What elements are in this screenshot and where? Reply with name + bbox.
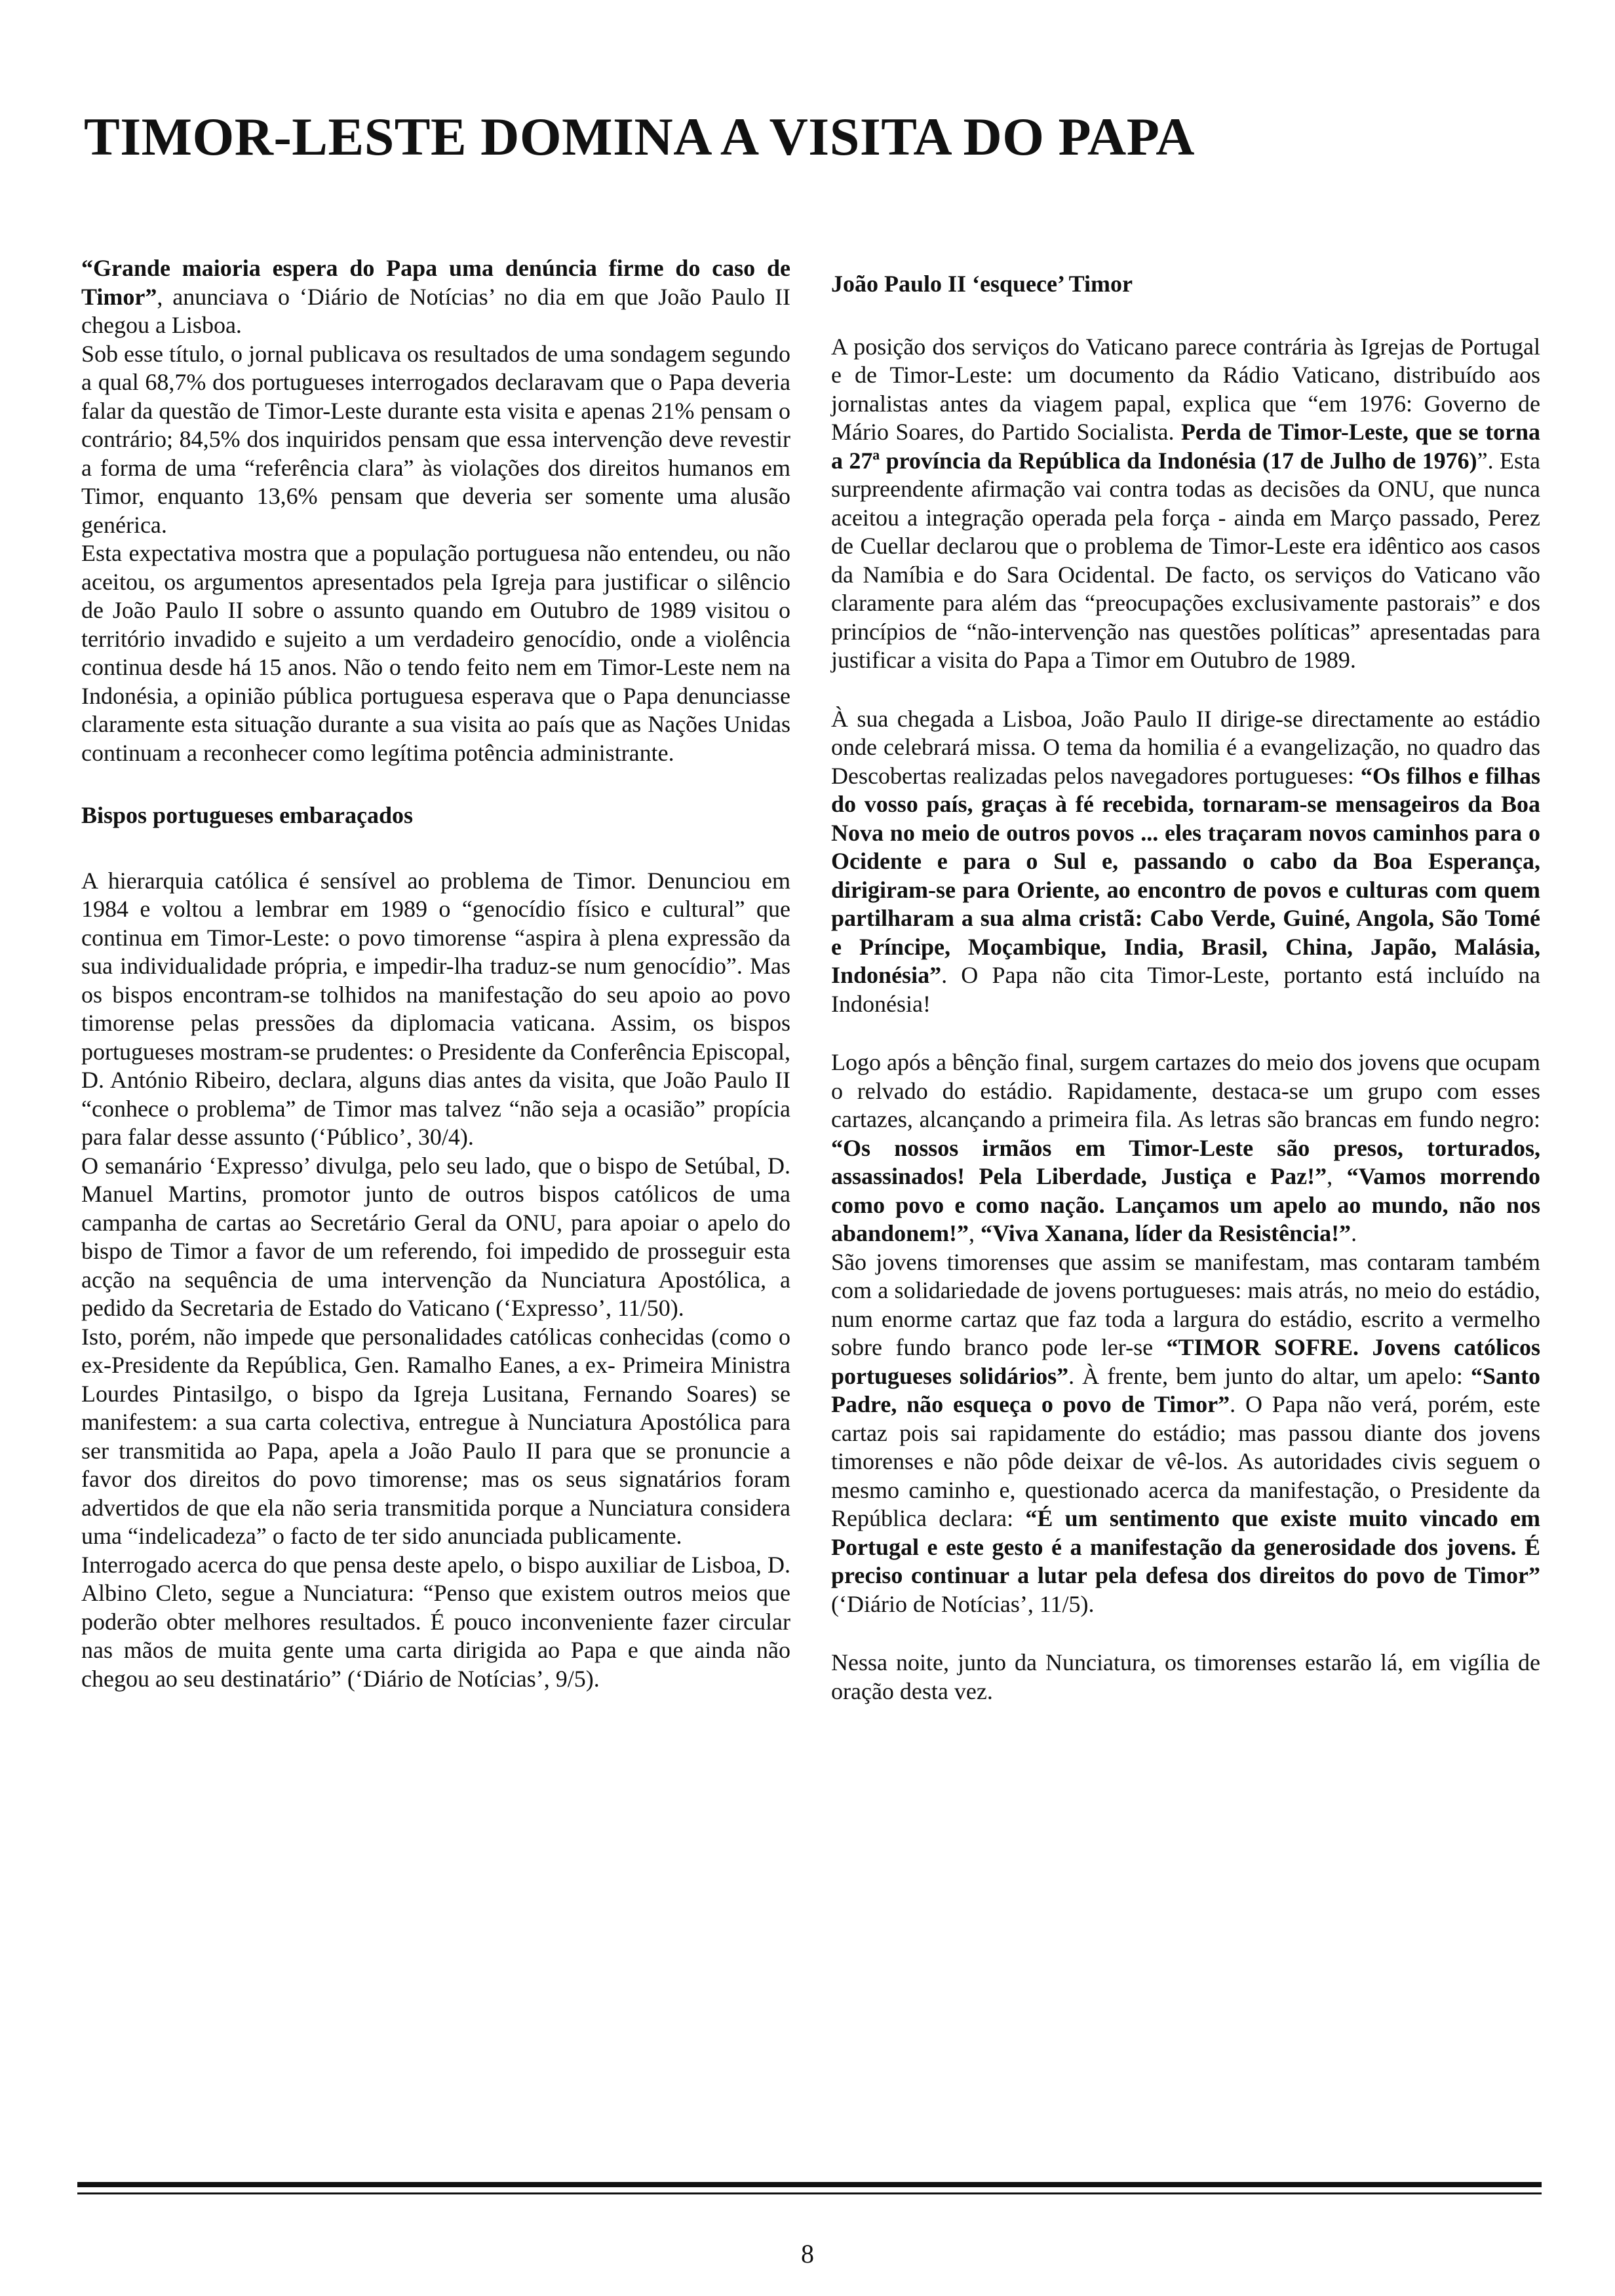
vatican-quote: Perda de Timor-Leste, que se torna a 27ª província da República da Indonésia (17 de Julho de 1976) (831, 419, 1541, 474)
homily-text-b: . O Papa não cita Timor-Leste, portanto está incluído na Indonésia! (831, 962, 1540, 1017)
president-quote: “É um sentimento que existe muito vincado em Portugal e este gesto é a manifestação da generosidade dos jovens. É preciso continuar a lutar pela defesa dos direitos do povo de Timor” (831, 1505, 1540, 1588)
subheading-joao-paulo: João Paulo II ‘esquece’ Timor (831, 271, 1133, 297)
solidarity-text-a: São jovens timorenses que assim se manifestam, mas contaram também com a solidariedade de jovens portugueses: mais atrás, no meio do estádio, num enorme cartaz que faz toda a largura do estádio, escrito a vermelho sobre fundo branco pode ler-se (831, 1248, 1540, 1360)
expectation-paragraph: Esta expectativa mostra que a população portuguesa não entendeu, ou não aceitou, os argumentos apresentados pela Igreja para justificar o silêncio de João Paulo II sobre o assunto quando em Outubro de 1989 visitou o território invadido e sujeito a um verdadeiro genocídio, onde a violência continua desde há 15 anos. Não o tendo feito nem em Timor-Leste nem na Indonésia, a opinião pública portuguesa esperava que o Papa denunciasse claramente esta situação durante a sua visita ao país que as Nações Unidas continuam a reconhecer como legítima potência administrante. (81, 540, 790, 766)
vatican-text-a: A posição dos serviços do Vaticano parece contrária às Igrejas de Portugal e de Timor-Leste: um documento da Rádio Vaticano, distribuído aos jornalistas antes da viagem papal, explica que “em 1976: Governo de Mário Soares, do Partido Socialista. (831, 333, 1540, 445)
banner-quote-3: “Viva Xanana, líder da Resistência!” (981, 1220, 1352, 1246)
vatican-text-b: ”. Esta surpreendente afirmação vai contra todas as decisões da ONU, que nunca aceitou a integração operada pela força - ainda em Março passado, Perez de Cuellar declarou que o problema de Timor-Leste era idêntico aos casos da Namíbia e do Sara Ocidental. De facto, os serviços do Vaticano vão claramente para além das “preocupações exclusivamente pastorais” e dos princípios de “não-intervenção nas questões políticas” apresentadas para justificar a visita do Papa a Timor em Outubro de 1989. (831, 447, 1540, 673)
solidarity-paragraph (831, 1248, 1540, 1619)
solidarity-quote-2: “Santo Padre, não esqueça o povo de Timor” (831, 1362, 1540, 1417)
survey-paragraph: Sob esse título, o jornal publicava os resultados de uma sondagem segundo a qual 68,7% dos portugueses interrogados declaravam que o Papa deveria falar da questão de Timor-Leste durante esta visita e apenas 21% pensam o contrário; 84,5% dos inquiridos pensam que essa intervenção deve revestir a forma de uma “referência clara” às violações dos direitos humanos em Timor, enquanto 13,6% pensam que deveria ser somente uma alusão genérica. (81, 340, 790, 538)
intro-paragraph (81, 254, 790, 340)
page-number: 8 (801, 2239, 814, 2268)
solidarity-quote-1: “TIMOR SOFRE. Jovens católicos portugueses solidários” (831, 1334, 1540, 1389)
footer-rule-thin (77, 2192, 1542, 2194)
bishop-cleto-paragraph: Interrogado acerca do que pensa deste apelo, o bispo auxiliar de Lisboa, D. Albino Cleto, segue a Nunciatura: “Penso que existem outros meios que poderão obter melhores resultados. É pouco inconveniente fazer circular nas mãos de muita gente uma carta dirigida ao Papa e que ainda não chegou ao seu destinatário” (‘Diário de Notícias’, 9/5). (81, 1551, 790, 1692)
homily-quote: “Os filhos e filhas do vosso país, graças à fé recebida, tornaram-se mensageiros da Boa Nova no meio de outros povos ... eles traçaram novos caminhos para o Ocidente e para o Sul e, passando o cabo da Boa Esperança, dirigiram-se para Oriente, ao encontro de povos e culturas com quem partilharam a sua alma cristã: Cabo Verde, Guiné, Angola, São Tomé e Príncipe, Moçambique, India, Brasil, China, Japão, Malásia, Indonésia” (831, 762, 1540, 988)
solidarity-text-b: . À frente, bem junto do altar, um apelo: (1068, 1362, 1471, 1389)
banner-quote-1: “Os nossos irmãos em Timor-Leste são presos, torturados, assassinados! Pela Liberdade, Justiça e Paz!” (831, 1134, 1540, 1189)
vatican-paragraph (831, 333, 1540, 675)
homily-paragraph (831, 705, 1540, 1019)
solidarity-text-d: (‘Diário de Notícias’, 11/5). (831, 1590, 1095, 1617)
homily-text-a: À sua chegada a Lisboa, João Paulo II dirige-se directamente ao estádio onde celebrará missa. O tema da homilia é a evangelização, no quadro das Descobertas realizadas pelos navegadores portugueses: (831, 705, 1540, 789)
intro-text: , anunciava o ‘Diário de Notícias’ no dia em que João Paulo II chegou a Lisboa. (81, 283, 790, 338)
headline: TIMOR-LESTE DOMINA A VISITA DO PAPA (84, 107, 1195, 166)
hierarchy-paragraph: A hierarquia católica é sensível ao problema de Timor. Denunciou em 1984 e voltou a lembrar em 1989 o “genocídio físico e cultural” que continua em Timor-Leste: o povo timorense “aspira à plena expressão da sua individualidade própria, e impedir-lha traduz-se num genocídio”. Mas os bispos encontram-se tolhidos na manifestação do seu apoio ao povo timorense pelas pressões da diplomacia vaticana. Assim, os bispos portugueses mostram-se prudentes: o Presidente da Conferência Episcopal, D. António Ribeiro, declara, alguns dias antes da visita, que João Paulo II “conhece o problema” de Timor mas talvez “não seja a ocasião” propícia para falar desse assunto (‘Público’, 30/4). (81, 867, 790, 1150)
footer-rule-thick (77, 2182, 1542, 2187)
personalities-paragraph: Isto, porém, não impede que personalidades católicas conhecidas (como o ex-Presidente da República, Gen. Ramalho Eanes, a ex- Primeira Ministra Lourdes Pintasilgo, o bispo da Igreja Lusitana, Fernando Soares) se manifestem: a sua carta colectiva, entregue à Nunciatura Apostólica para ser transmitida ao Papa, apela a João Paulo II para que se pronuncie a favor dos direitos do povo timorense; mas os seus signatários foram advertidos de que ela não seria transmitida porque a Nunciatura considera uma “indelicadeza” o facto de ter sido anunciada publicamente. (81, 1323, 790, 1549)
vigil-paragraph: Nessa noite, junto da Nunciatura, os timorenses estarão lá, em vigília de oração desta vez. (831, 1649, 1540, 1704)
subheading-bispos: Bispos portugueses embaraçados (81, 802, 414, 828)
banner-separator-1: , (1327, 1163, 1347, 1189)
expresso-paragraph: O semanário ‘Expresso’ divulga, pelo seu lado, que o bispo de Setúbal, D. Manuel Martins, promotor junto de outros bispos católicos de uma campanha de cartas ao Secretário Geral da ONU, para apoiar o apelo do bispo de Timor a favor de um referendo, foi impedido de prosseguir esta acção na sequência de uma intervenção da Nunciatura Apostólica, a pedido da Secretaria de Estado do Vaticano (‘Expresso’, 11/50). (81, 1152, 790, 1321)
right-column (831, 254, 1540, 1706)
banner-end: . (1351, 1220, 1357, 1246)
banners-text: Logo após a bênção final, surgem cartazes do meio dos jovens que ocupam o relvado do estádio. Rapidamente, destaca-se um grupo com esses cartazes, alcançando a primeira fila. As letras são brancas em fundo negro: (831, 1049, 1541, 1132)
solidarity-text-c: . O Papa não verá, porém, este cartaz pois sai rapidamente do estádio; mas passou diante dos jovens timorenses e não pôde deixar de vê-los. As autoridades civis seguem o mesmo caminho e, questionado acerca da manifestação, o Presidente da República declara: (831, 1391, 1540, 1531)
intro-quote: “Grande maioria espera do Papa uma denúncia firme do caso de Timor” (81, 255, 790, 310)
banner-quote-2: “Vamos morrendo como povo e como nação. Lançamos um apelo ao mundo, não nos abandonem!” (831, 1163, 1540, 1246)
banner-separator-2: , (969, 1220, 981, 1246)
left-column (81, 254, 790, 1693)
banners-paragraph (831, 1048, 1540, 1248)
